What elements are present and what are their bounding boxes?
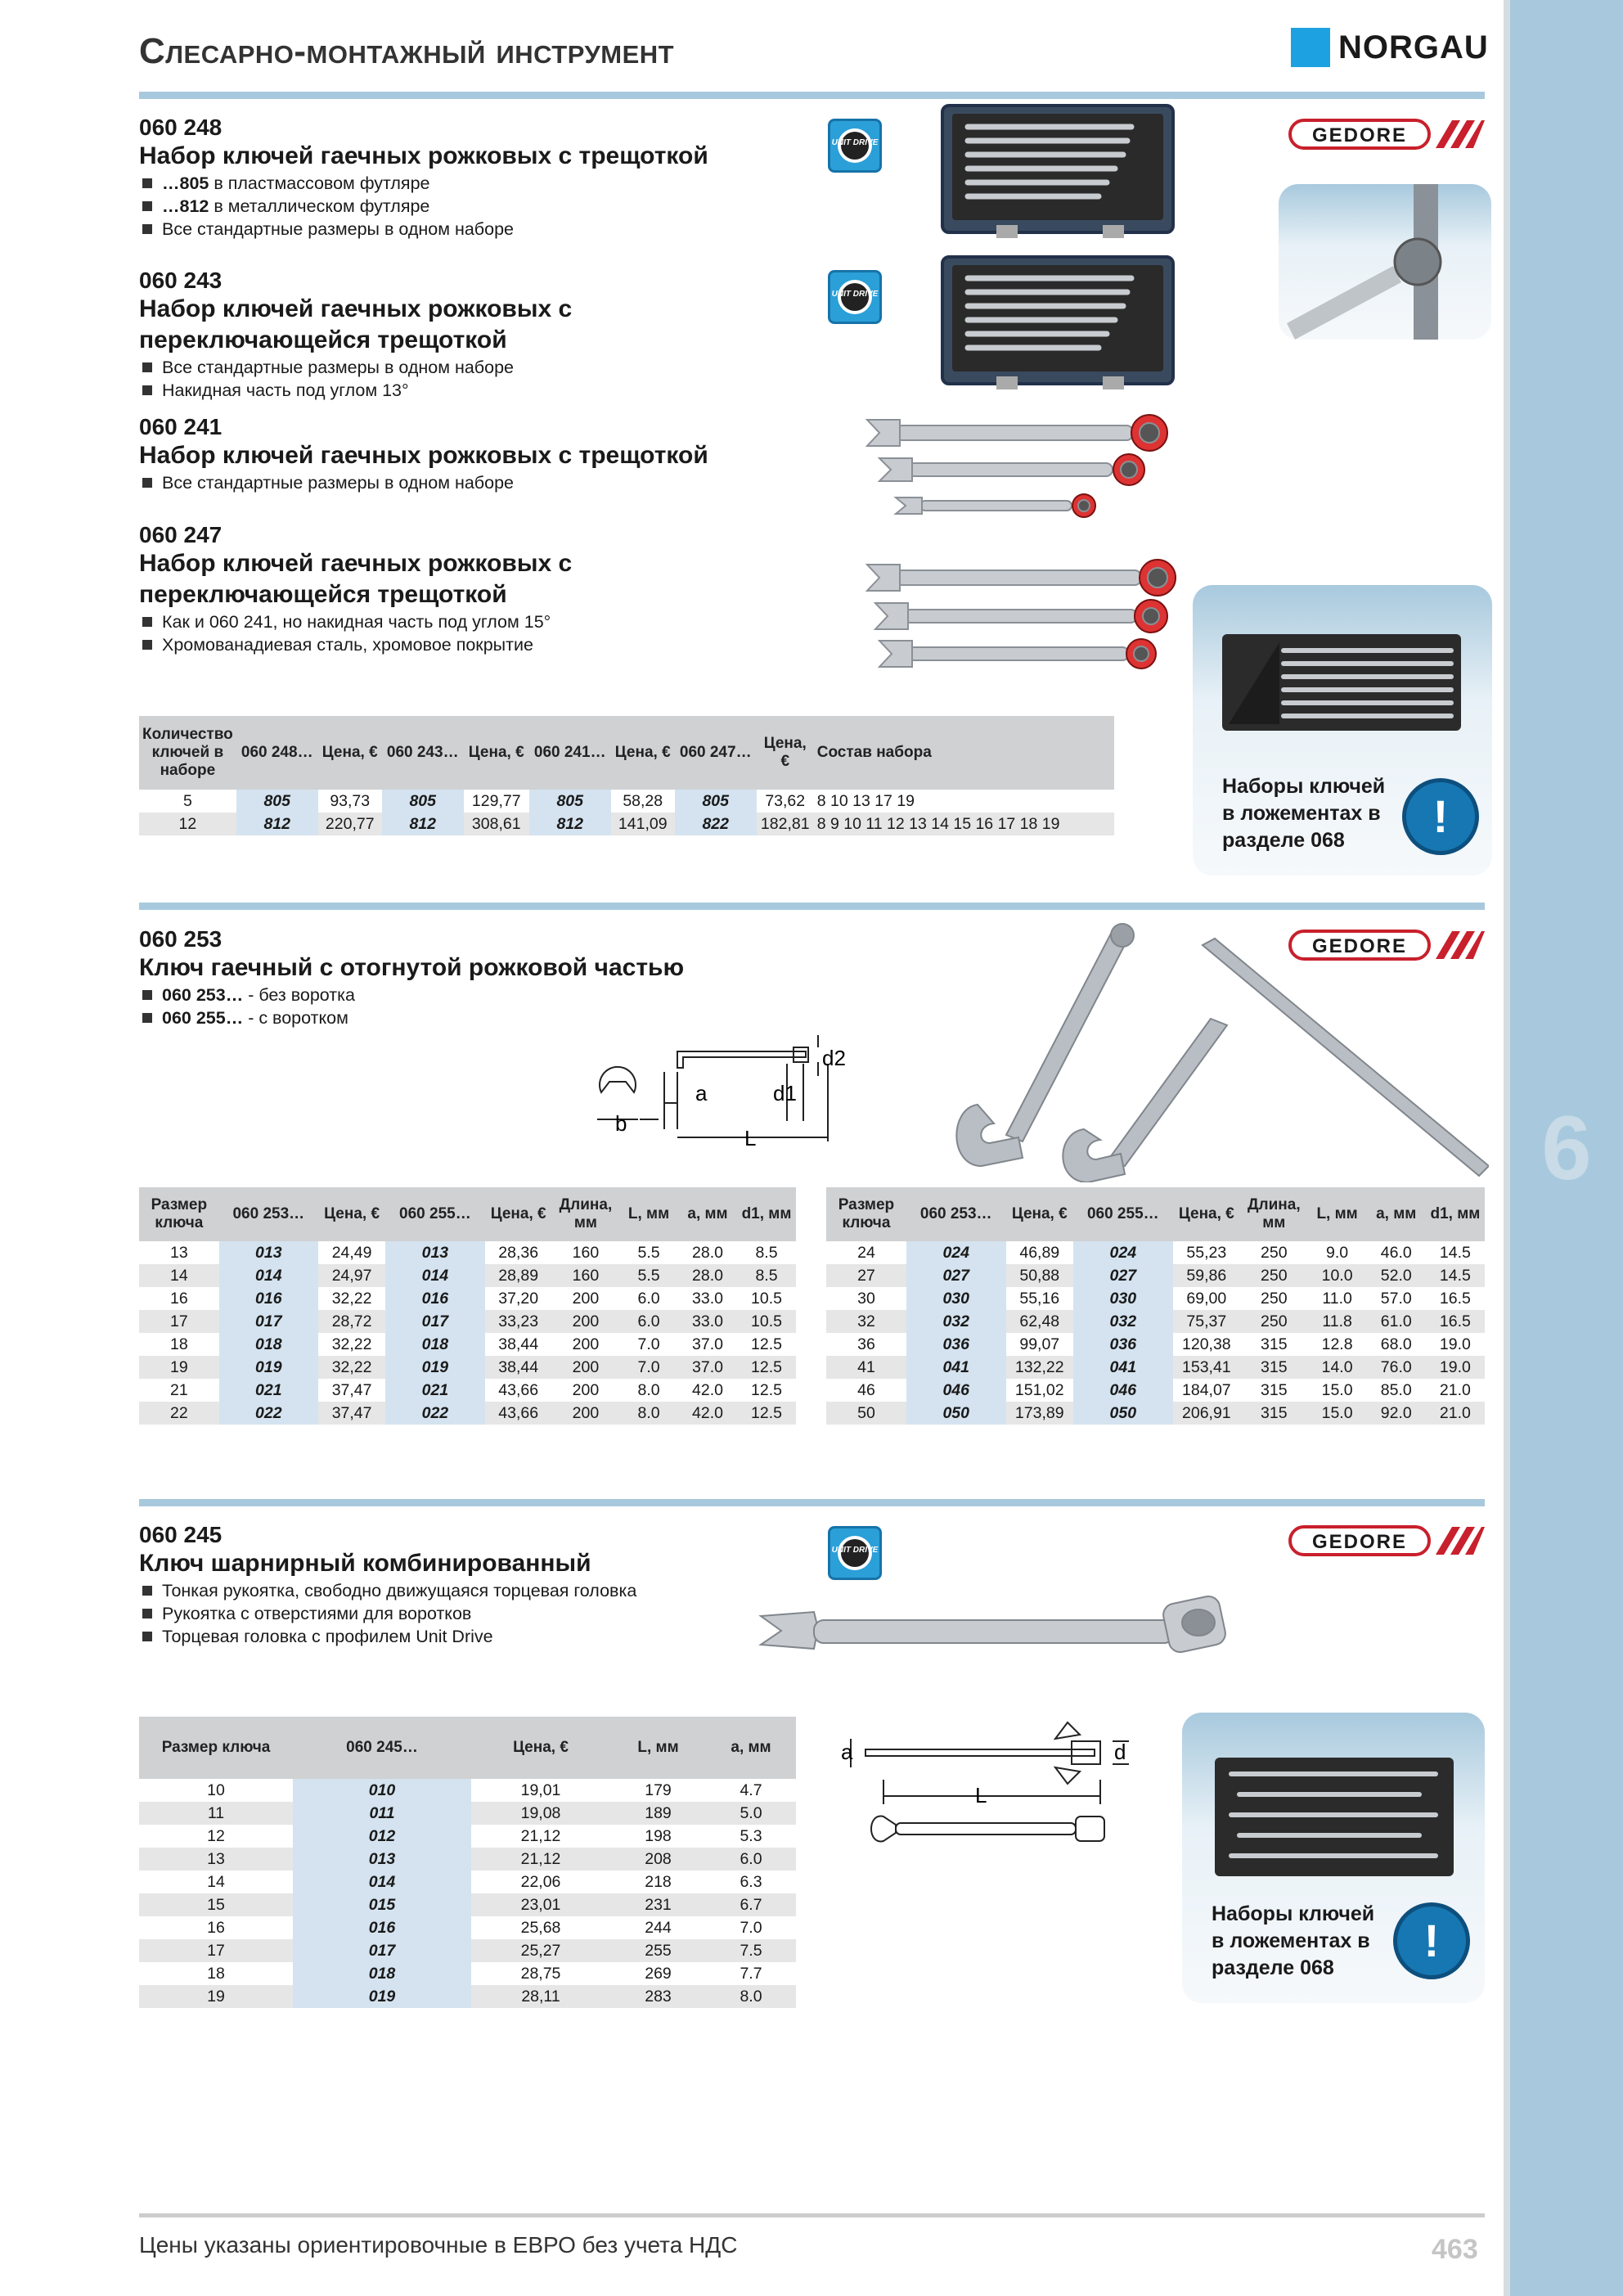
table-row: 15 015 23,01 231 6.7 — [139, 1893, 796, 1916]
footer-divider — [139, 2213, 1485, 2217]
table-row: 46 046 151,02 046 184,07 315 15.0 85.0 21.0 — [826, 1379, 1485, 1402]
section-divider — [139, 1499, 1485, 1506]
table-row: 16 016 32,22 016 37,20 200 6.0 33.0 10.5 — [139, 1287, 796, 1310]
product-060-248 — [139, 115, 810, 241]
bullet: 060 255… - с воротком — [139, 1006, 810, 1029]
article-number: 060 245 — [139, 1522, 223, 1547]
info-box-trays-2: Наборы ключей в ложементах в разделе 068 ! — [1182, 1713, 1485, 2003]
product-060-245 — [139, 1522, 810, 1648]
bullet: …812 в металлическом футляре — [139, 195, 810, 218]
svg-text:GEDORE: GEDORE — [1311, 124, 1408, 146]
table-row: 17 017 25,27 255 7.5 — [139, 1939, 796, 1962]
norgau-logo-text: NORGAU — [1338, 29, 1489, 65]
product-title: Ключ гаечный с отогнутой рожковой частью — [139, 954, 685, 981]
table-row: 11 011 19,08 189 5.0 — [139, 1802, 796, 1825]
svg-text:d: d — [1114, 1740, 1126, 1764]
product-060-243 — [139, 268, 810, 402]
table-row: 14 014 22,06 218 6.3 — [139, 1871, 796, 1893]
bullet: Торцевая головка с профилем Unit Drive — [139, 1625, 810, 1648]
bullet: …805 в пластмассовом футляре — [139, 172, 810, 195]
unit-drive-badge-icon: UNIT DRIVE — [828, 1526, 882, 1580]
svg-text:a: a — [695, 1081, 708, 1105]
table-row: 19 019 28,11 283 8.0 — [139, 1985, 796, 2008]
svg-text:a: a — [841, 1740, 853, 1764]
wrench-245-table: Размер ключа 060 245… Цена, € L, мм a, мм 10 010 19,01 179 4.7 11 011 19,08 189 5.0 12 012 21,12 198 5.3 13 013 21,12 208 6.0 14 014 22,06 218 6.3 15 015 23,01 231 6.7 16 016 25,68 244 7.0 17 017 25,27 255 7.5 18 018 28,75 269 7.7 19 019 28,11 283 8.0 — [139, 1717, 796, 2008]
table-row: 13 013 21,12 208 6.0 — [139, 1848, 796, 1871]
ratchet-wrenches-image — [863, 407, 1182, 530]
tray-image — [1222, 634, 1461, 731]
wrench-253-table-left: Размер ключа 060 253… Цена, € 060 255… Цена, € Длина, мм L, мм a, мм d1, мм 13 013 24,49 013 28,36 160 5.5 28.0 8.5 14 014 24,97 014 28,89 160 5.5 28.0 8.5 16 016 32,22 016 37,20 200 6.0 33.0 10.5 17 017 28,72 017 33,23 200 6.0 33.0 10.5 18 018 32,22 018 38,44 200 7.0 37.0 12.5 19 019 32,22 019 38,44 200 7.0 37.0 12.5 21 021 37,47 021 43,66 200 8.0 42.0 12.5 22 022 37,47 022 43,66 200 8.0 42.0 12.5 — [139, 1187, 796, 1425]
info-box-trays: Наборы ключей в ложементах в разделе 068 ! — [1193, 585, 1492, 876]
article-number: 060 243 — [139, 268, 223, 293]
unit-drive-badge-icon: UNIT DRIVE — [828, 270, 882, 324]
table-row: 19 019 32,22 019 38,44 200 7.0 37.0 12.5 — [139, 1356, 796, 1379]
product-060-247 — [139, 522, 810, 656]
product-060-241 — [139, 414, 810, 494]
article-number: 060 253 — [139, 926, 223, 952]
product-title: Набор ключей гаечных рожковых с — [139, 550, 573, 577]
table-row: 16 016 25,68 244 7.0 — [139, 1916, 796, 1939]
table-row: 24 024 46,89 024 55,23 250 9.0 46.0 14.5 — [826, 1241, 1485, 1264]
set-composition-table: Количество ключей в наборе 060 248… Цена, € 060 243… Цена, € 060 241… Цена, € 060 247… Цена, € Состав набора 5 805 93,73 805 129,77 805 58,28 805 73,62 8 10 13 17 19 12 812 220,77 812 308,61 812 141,09 822 182,81 8 9 10 11 12 13 14 15 16 17 18 19 — [139, 716, 1114, 835]
section-divider — [139, 92, 1485, 99]
bullet: 060 253… - без воротка — [139, 984, 810, 1006]
unit-drive-badge-icon: UNIT DRIVE — [828, 119, 882, 173]
wrench-dimension-drawing — [573, 1031, 900, 1154]
tray-image — [1215, 1758, 1454, 1876]
svg-text:b: b — [615, 1111, 627, 1136]
svg-text:L: L — [744, 1126, 757, 1150]
section-divider — [139, 903, 1485, 910]
bullet: Тонкая рукоятка, свободно движущаяся торцевая головка — [139, 1579, 810, 1602]
article-number: 060 247 — [139, 522, 223, 547]
footer-note: Цены указаны ориентировочные в ЕВРО без учета НДС — [139, 2232, 738, 2258]
hinged-combination-wrench-image — [757, 1583, 1248, 1677]
svg-text:GEDORE: GEDORE — [1311, 1531, 1408, 1553]
hinged-wrench-dimension-drawing — [834, 1714, 1162, 1866]
section-tab-number: 6 — [1541, 1098, 1592, 1199]
svg-text:L: L — [975, 1783, 987, 1808]
table-row: 12 812 220,77 812 308,61 812 141,09 822 182,81 8 9 10 11 12 13 14 15 16 17 18 19 — [139, 813, 1114, 835]
article-number: 060 248 — [139, 115, 223, 140]
page-number: 463 — [1432, 2234, 1478, 2265]
table-row: 21 021 37,47 021 43,66 200 8.0 42.0 12.5 — [139, 1379, 796, 1402]
reversible-ratchet-wrenches-image — [863, 552, 1190, 675]
article-number: 060 241 — [139, 414, 223, 439]
product-title-line2: переключающейся трещоткой — [139, 326, 507, 353]
exclamation-icon: ! — [1402, 778, 1479, 855]
bullet: Все стандартные размеры в одном наборе — [139, 218, 810, 241]
table-row: 41 041 132,22 041 153,41 315 14.0 76.0 19.0 — [826, 1356, 1485, 1379]
bent-wrench-image — [933, 921, 1489, 1182]
table-row: 14 014 24,97 014 28,89 160 5.5 28.0 8.5 — [139, 1264, 796, 1287]
table-row: 22 022 37,47 022 43,66 200 8.0 42.0 12.5 — [139, 1402, 796, 1425]
table-row: 50 050 173,89 050 206,91 315 15.0 92.0 21.0 — [826, 1402, 1485, 1425]
wrench-253-table-right: Размер ключа 060 253… Цена, € 060 255… Цена, € Длина, мм L, мм a, мм d1, мм 24 024 46,89 024 55,23 250 9.0 46.0 14.5 27 027 50,88 027 59,86 250 10.0 52.0 14.5 30 030 55,16 030 69,00 250 11.0 57.0 16.5 32 032 62,48 032 75,37 250 11.8 61.0 16.5 36 036 99,07 036 120,38 315 12.8 68.0 19.0 41 041 132,22 041 153,41 315 14.0 76.0 19.0 46 046 151,02 046 184,07 315 15.0 85.0 21.0 50 050 173,89 050 206,91 315 15.0 92.0 21.0 — [826, 1187, 1485, 1425]
svg-text:GEDORE: GEDORE — [1311, 935, 1408, 957]
table-row: 13 013 24,49 013 28,36 160 5.5 28.0 8.5 — [139, 1241, 796, 1264]
bullet: Все стандартные размеры в одном наборе — [139, 356, 810, 379]
ratchet-closeup-image — [1279, 184, 1491, 340]
gedore-logo-icon — [1288, 117, 1485, 151]
table-row: 17 017 28,72 017 33,23 200 6.0 33.0 10.5 — [139, 1310, 796, 1333]
table-row: 12 012 21,12 198 5.3 — [139, 1825, 796, 1848]
product-title: Ключ шарнирный комбинированный — [139, 1550, 591, 1577]
bullet: Рукоятка с отверстиями для воротков — [139, 1602, 810, 1625]
wrench-set-metal-case-image — [939, 254, 1176, 393]
product-title: Набор ключей гаечных рожковых с — [139, 295, 573, 322]
table-row: 30 030 55,16 030 69,00 250 11.0 57.0 16.5 — [826, 1287, 1485, 1310]
wrench-set-case-image — [939, 102, 1176, 241]
table-row: 5 805 93,73 805 129,77 805 58,28 805 73,62 8 10 13 17 19 — [139, 790, 1114, 813]
exclamation-icon: ! — [1393, 1902, 1470, 1979]
table-row: 18 018 32,22 018 38,44 200 7.0 37.0 12.5 — [139, 1333, 796, 1356]
product-title-line2: переключающейся трещоткой — [139, 581, 507, 608]
gedore-logo-icon — [1288, 1524, 1485, 1558]
norgau-logo-icon — [1291, 28, 1330, 67]
bullet: Хромованадиевая сталь, хромовое покрытие — [139, 633, 810, 656]
table-row: 27 027 50,88 027 59,86 250 10.0 52.0 14.5 — [826, 1264, 1485, 1287]
table-row: 18 018 28,75 269 7.7 — [139, 1962, 796, 1985]
product-060-253 — [139, 926, 810, 1029]
bullet: Все стандартные размеры в одном наборе — [139, 471, 810, 494]
table-row: 32 032 62,48 032 75,37 250 11.8 61.0 16.5 — [826, 1310, 1485, 1333]
svg-text:d1: d1 — [773, 1081, 797, 1105]
category-title: Слесарно-монтажный инструмент — [139, 31, 675, 71]
table-row: 10 010 19,01 179 4.7 — [139, 1779, 796, 1802]
product-title: Набор ключей гаечных рожковых с трещоткой — [139, 142, 708, 169]
svg-text:d2: d2 — [822, 1046, 846, 1070]
product-title: Набор ключей гаечных рожковых с трещоткой — [139, 442, 708, 469]
bullet: Как и 060 241, но накидная часть под углом 15° — [139, 610, 810, 633]
table-row: 36 036 99,07 036 120,38 315 12.8 68.0 19.0 — [826, 1333, 1485, 1356]
bullet: Накидная часть под углом 13° — [139, 379, 810, 402]
